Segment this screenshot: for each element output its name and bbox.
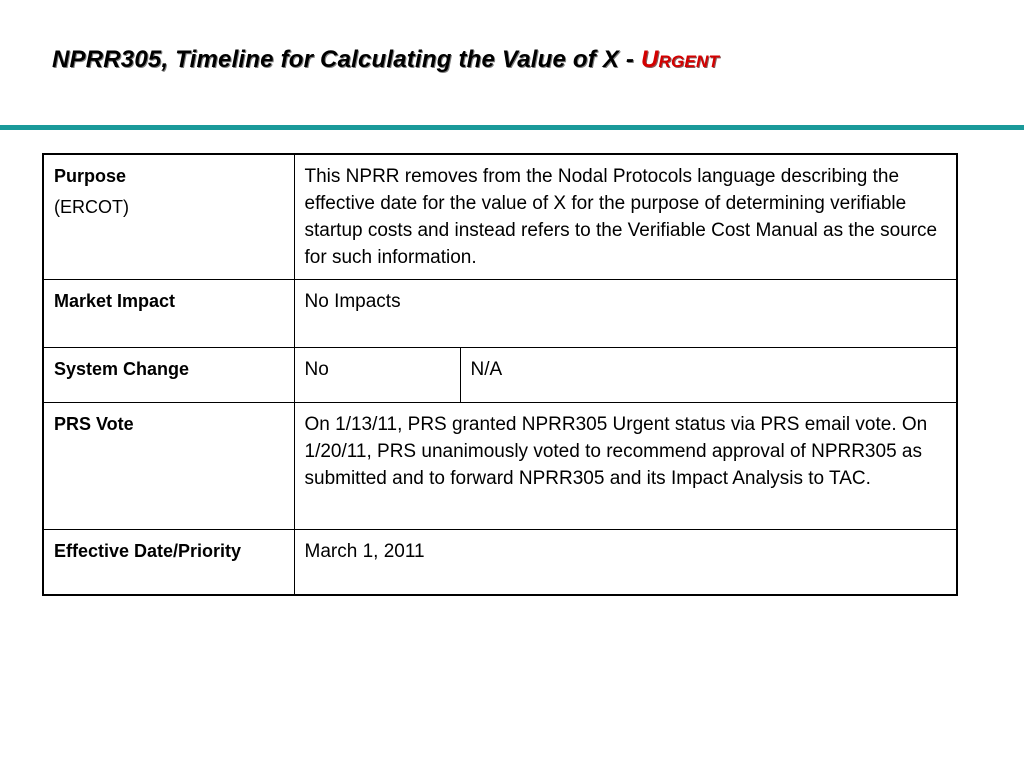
effective-date-label: Effective Date/Priority bbox=[43, 530, 294, 596]
title-urgent: Urgent bbox=[641, 46, 720, 73]
purpose-label: Purpose bbox=[54, 166, 127, 186]
prs-vote-value: On 1/13/11, PRS granted NPRR305 Urgent status via PRS email vote. On 1/20/11, PRS unanimously voted to recommend approval of NPRR305 as submitted and to forward NPRR305 and its Impact Analysis to TAC. bbox=[294, 403, 957, 530]
system-change-label: System Change bbox=[43, 348, 294, 403]
effective-date-value: March 1, 2011 bbox=[294, 530, 957, 596]
prs-vote-label: PRS Vote bbox=[43, 403, 294, 530]
table-row-system-change bbox=[43, 348, 957, 403]
table-row-market-impact bbox=[43, 280, 957, 348]
purpose-sublabel: (ERCOT) bbox=[54, 197, 129, 217]
table-row-effective-date bbox=[43, 530, 957, 596]
nprr-info-table bbox=[42, 153, 958, 596]
title-main: NPRR305, Timeline for Calculating the Value of X - bbox=[52, 46, 641, 73]
system-change-detail: N/A bbox=[460, 348, 957, 403]
purpose-value: This NPRR removes from the Nodal Protocols language describing the effective date for the value of X for the purpose of determining verifiable startup costs and instead refers to the Verifiable Cost Manual as the source for such information. bbox=[294, 154, 957, 280]
table-row-prs-vote bbox=[43, 403, 957, 530]
system-change-value: No bbox=[294, 348, 460, 403]
purpose-label-cell bbox=[43, 154, 294, 280]
title-divider bbox=[0, 125, 1024, 130]
slide-title bbox=[52, 46, 719, 74]
table-row-purpose bbox=[43, 154, 957, 280]
market-impact-value: No Impacts bbox=[294, 280, 957, 348]
market-impact-label: Market Impact bbox=[43, 280, 294, 348]
